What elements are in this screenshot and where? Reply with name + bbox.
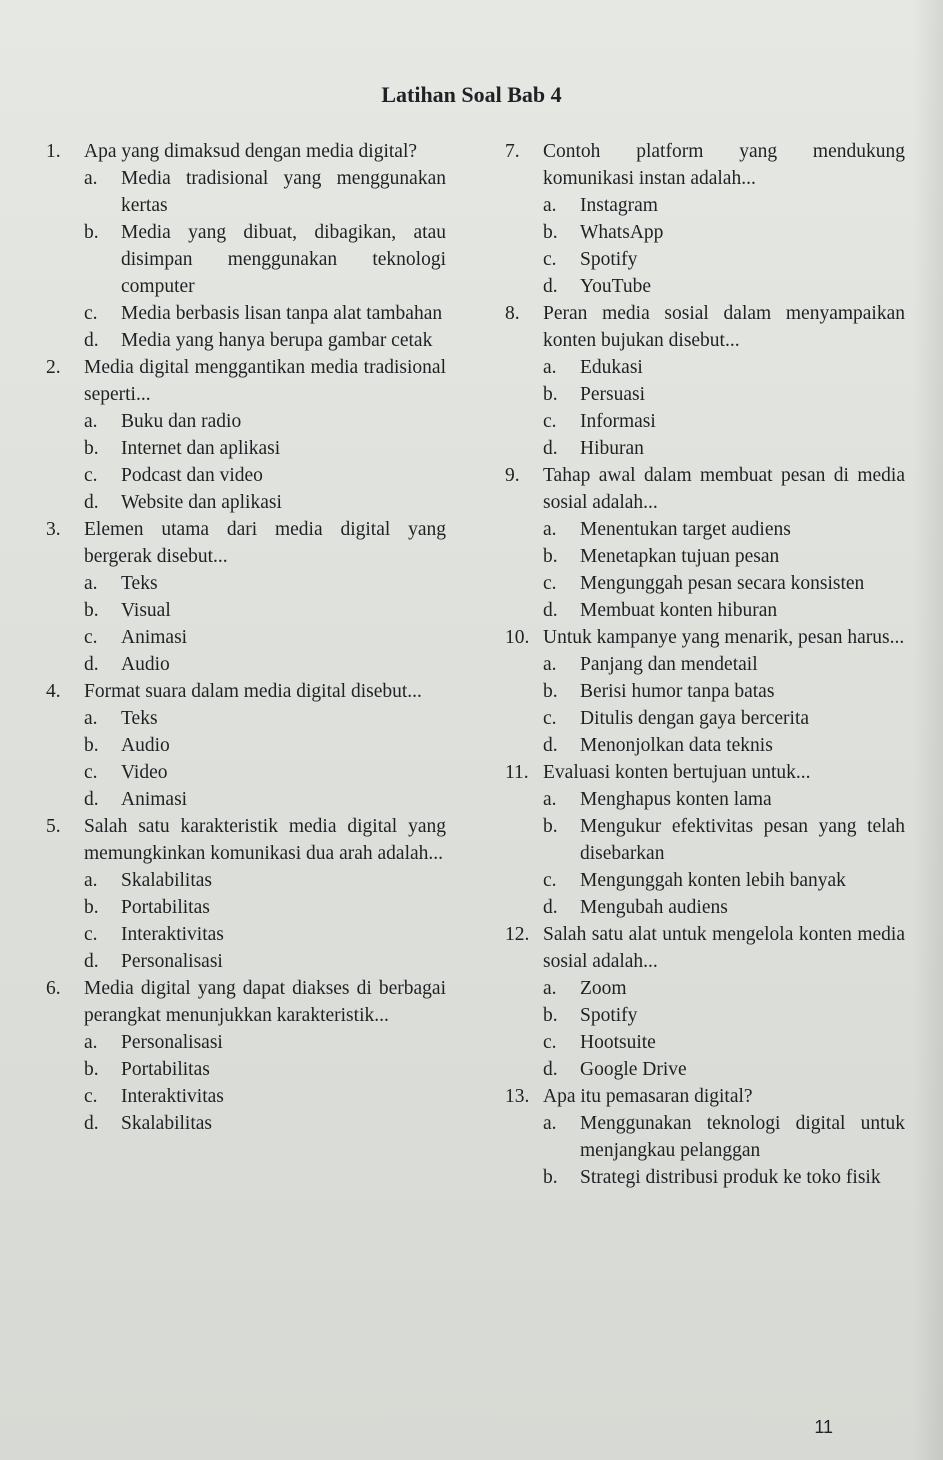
option-text: Skalabilitas: [121, 870, 212, 891]
option-text: Internet dan aplikasi: [121, 438, 281, 459]
question-number: 13.: [505, 1086, 530, 1107]
option-letter: d.: [543, 276, 558, 297]
option-letter: b.: [84, 1059, 99, 1080]
question-text: Media digital yang dapat diakses di berbagai perangkat menunjukkan karakteristik...: [84, 978, 446, 1026]
answer-option: [543, 705, 905, 732]
option-text: Portabilitas: [121, 1059, 210, 1080]
option-letter: c.: [543, 411, 557, 432]
option-letter: a.: [543, 654, 557, 675]
answer-option: [543, 516, 905, 543]
option-letter: a.: [543, 978, 557, 999]
option-letter: c.: [543, 870, 557, 891]
answer-options: [505, 651, 905, 759]
option-letter: d.: [84, 789, 99, 810]
answer-option: [543, 219, 905, 246]
answer-option: [84, 300, 446, 327]
option-text: Edukasi: [580, 357, 643, 378]
option-text: Instagram: [580, 195, 658, 216]
question-2: [46, 354, 446, 516]
question-text: Contoh platform yang mendukung komunikasi instan adalah...: [543, 141, 905, 189]
question-number: 10.: [505, 627, 530, 648]
page-edge-shadow: [913, 0, 943, 1460]
question-number: 7.: [505, 141, 520, 162]
question-11: [505, 759, 905, 921]
option-text: Media yang dibuat, dibagikan, atau disimpan menggunakan teknologi computer: [121, 222, 446, 297]
question-5: [46, 813, 446, 975]
question-stem: [505, 138, 905, 192]
answer-option: [84, 489, 446, 516]
option-letter: d.: [543, 438, 558, 459]
option-letter: a.: [84, 708, 98, 729]
answer-option: [84, 597, 446, 624]
option-text: Audio: [121, 735, 170, 756]
question-text: Apa yang dimaksud dengan media digital?: [84, 141, 418, 162]
answer-option: [543, 1029, 905, 1056]
answer-options: [505, 975, 905, 1083]
question-4: [46, 678, 446, 813]
option-text: Menonjolkan data teknis: [580, 735, 773, 756]
option-letter: d.: [84, 654, 99, 675]
question-12: [505, 921, 905, 1083]
option-text: Portabilitas: [121, 897, 210, 918]
question-number: 1.: [46, 141, 61, 162]
answer-option: [84, 921, 446, 948]
question-stem: [505, 624, 905, 651]
option-text: Menghapus konten lama: [580, 789, 772, 810]
answer-option: [84, 732, 446, 759]
option-letter: b.: [84, 735, 99, 756]
question-stem: [505, 462, 905, 516]
option-text: Zoom: [580, 978, 627, 999]
option-letter: b.: [84, 222, 99, 243]
option-letter: a.: [84, 168, 98, 189]
answer-option: [543, 813, 905, 867]
option-letter: a.: [543, 1113, 557, 1134]
answer-option: [84, 408, 446, 435]
question-number: 2.: [46, 357, 61, 378]
question-13: [505, 1083, 905, 1191]
question-number: 9.: [505, 465, 520, 486]
option-letter: b.: [543, 384, 558, 405]
answer-option: [543, 1056, 905, 1083]
question-number: 5.: [46, 816, 61, 837]
option-letter: a.: [543, 789, 557, 810]
option-letter: c.: [84, 1086, 98, 1107]
answer-option: [543, 894, 905, 921]
question-number: 6.: [46, 978, 61, 999]
answer-options: [46, 165, 446, 354]
question-text: Peran media sosial dalam menyampaikan konten bujukan disebut...: [543, 303, 905, 351]
option-letter: b.: [543, 816, 558, 837]
option-text: Media berbasis lisan tanpa alat tambahan: [121, 303, 443, 324]
option-letter: c.: [543, 708, 557, 729]
question-stem: [46, 516, 446, 570]
option-text: Video: [121, 762, 168, 783]
option-text: Menggunakan teknologi digital untuk menjangkau pelanggan: [580, 1113, 905, 1161]
question-stem: [505, 300, 905, 354]
answer-option: [543, 975, 905, 1002]
option-letter: a.: [84, 1032, 98, 1053]
question-number: 11.: [505, 762, 529, 783]
answer-option: [543, 543, 905, 570]
option-letter: b.: [543, 1005, 558, 1026]
option-letter: d.: [543, 735, 558, 756]
answer-option: [543, 1110, 905, 1164]
option-letter: d.: [84, 951, 99, 972]
answer-options: [46, 1029, 446, 1137]
answer-option: [543, 786, 905, 813]
option-text: Mengubah audiens: [580, 897, 728, 918]
option-letter: b.: [543, 222, 558, 243]
question-stem: [505, 1083, 905, 1110]
option-text: Ditulis dengan gaya bercerita: [580, 708, 810, 729]
option-text: Website dan aplikasi: [121, 492, 282, 513]
option-letter: c.: [84, 924, 98, 945]
question-stem: [46, 975, 446, 1029]
question-number: 4.: [46, 681, 61, 702]
option-letter: c.: [543, 573, 557, 594]
question-number: 3.: [46, 519, 61, 540]
answer-option: [543, 732, 905, 759]
question-text: Untuk kampanye yang menarik, pesan harus...: [543, 627, 905, 648]
option-text: Teks: [121, 573, 158, 594]
option-letter: d.: [84, 1113, 99, 1134]
option-letter: c.: [543, 1032, 557, 1053]
question-stem: [46, 813, 446, 867]
question-1: [46, 138, 446, 354]
left-column: [46, 138, 446, 1137]
option-text: Visual: [121, 600, 171, 621]
option-text: Berisi humor tanpa batas: [580, 681, 775, 702]
question-9: [505, 462, 905, 624]
answer-option: [84, 1110, 446, 1137]
answer-option: [84, 705, 446, 732]
option-text: Membuat konten hiburan: [580, 600, 778, 621]
question-8: [505, 300, 905, 462]
option-letter: b.: [543, 546, 558, 567]
option-text: Persuasi: [580, 384, 645, 405]
question-3: [46, 516, 446, 678]
option-text: Podcast dan video: [121, 465, 263, 486]
answer-option: [84, 759, 446, 786]
question-number: 8.: [505, 303, 520, 324]
option-letter: d.: [543, 600, 558, 621]
question-text: Tahap awal dalam membuat pesan di media sosial adalah...: [543, 465, 905, 513]
answer-options: [505, 192, 905, 300]
answer-option: [543, 597, 905, 624]
answer-options: [46, 408, 446, 516]
option-text: Spotify: [580, 249, 638, 270]
option-text: Interaktivitas: [121, 924, 224, 945]
answer-option: [84, 786, 446, 813]
answer-option: [543, 246, 905, 273]
option-letter: a.: [543, 357, 557, 378]
option-letter: c.: [543, 249, 557, 270]
answer-option: [84, 624, 446, 651]
option-text: Hootsuite: [580, 1032, 656, 1053]
option-text: Menetapkan tujuan pesan: [580, 546, 780, 567]
option-text: Audio: [121, 654, 170, 675]
answer-option: [543, 1164, 905, 1191]
option-text: Menentukan target audiens: [580, 519, 791, 540]
answer-option: [543, 678, 905, 705]
answer-option: [543, 408, 905, 435]
answer-option: [84, 462, 446, 489]
option-text: Media yang hanya berupa gambar cetak: [121, 330, 433, 351]
answer-option: [543, 273, 905, 300]
answer-option: [543, 867, 905, 894]
question-text: Elemen utama dari media digital yang bergerak disebut...: [84, 519, 446, 567]
option-text: Animasi: [121, 789, 188, 810]
answer-options: [505, 1110, 905, 1191]
right-column: [505, 138, 905, 1191]
option-text: Mengukur efektivitas pesan yang telah disebarkan: [580, 816, 905, 864]
answer-options: [505, 786, 905, 921]
question-text: Salah satu karakteristik media digital yang memungkinkan komunikasi dua arah adalah...: [84, 816, 446, 864]
answer-option: [84, 894, 446, 921]
answer-options: [505, 354, 905, 462]
option-text: Teks: [121, 708, 158, 729]
option-text: Mengunggah pesan secara konsisten: [580, 573, 865, 594]
question-stem: [505, 759, 905, 786]
answer-option: [543, 435, 905, 462]
option-text: WhatsApp: [580, 222, 664, 243]
answer-option: [84, 948, 446, 975]
option-text: Skalabilitas: [121, 1113, 212, 1134]
answer-option: [84, 867, 446, 894]
question-stem: [46, 354, 446, 408]
option-letter: b.: [543, 1167, 558, 1188]
answer-option: [543, 570, 905, 597]
option-letter: d.: [543, 897, 558, 918]
option-text: Personalisasi: [121, 1032, 223, 1053]
page-title: Latihan Soal Bab 4: [381, 82, 562, 107]
option-letter: b.: [543, 681, 558, 702]
answer-options: [46, 570, 446, 678]
option-letter: a.: [543, 519, 557, 540]
answer-option: [84, 1056, 446, 1083]
page-number: 11: [814, 1417, 833, 1437]
answer-option: [543, 192, 905, 219]
answer-option: [84, 651, 446, 678]
option-letter: b.: [84, 600, 99, 621]
option-letter: b.: [84, 438, 99, 459]
option-text: Informasi: [580, 411, 656, 432]
option-letter: a.: [84, 573, 98, 594]
question-6: [46, 975, 446, 1137]
option-letter: a.: [84, 411, 98, 432]
option-text: Media tradisional yang menggunakan kertas: [121, 168, 446, 216]
option-letter: a.: [84, 870, 98, 891]
question-7: [505, 138, 905, 300]
option-letter: c.: [84, 627, 98, 648]
answer-option: [84, 219, 446, 300]
question-stem: [505, 921, 905, 975]
answer-options: [46, 867, 446, 975]
option-text: Panjang dan mendetail: [580, 654, 758, 675]
question-text: Evaluasi konten bertujuan untuk...: [543, 762, 811, 783]
option-letter: c.: [84, 303, 98, 324]
option-text: Mengunggah konten lebih banyak: [580, 870, 846, 891]
question-stem: [46, 678, 446, 705]
option-letter: c.: [84, 465, 98, 486]
answer-option: [543, 354, 905, 381]
question-stem: [46, 138, 446, 165]
question-text: Apa itu pemasaran digital?: [543, 1086, 753, 1107]
option-letter: c.: [84, 762, 98, 783]
option-text: Interaktivitas: [121, 1086, 224, 1107]
answer-option: [84, 570, 446, 597]
answer-options: [505, 516, 905, 624]
answer-option: [84, 165, 446, 219]
option-letter: b.: [84, 897, 99, 918]
option-text: Strategi distribusi produk ke toko fisik: [580, 1167, 881, 1188]
answer-option: [84, 1029, 446, 1056]
option-letter: a.: [543, 195, 557, 216]
option-text: Spotify: [580, 1005, 638, 1026]
option-letter: d.: [84, 492, 99, 513]
question-10: [505, 624, 905, 759]
answer-option: [84, 1083, 446, 1110]
option-text: Animasi: [121, 627, 188, 648]
answer-options: [46, 705, 446, 813]
answer-option: [543, 651, 905, 678]
answer-option: [84, 327, 446, 354]
question-text: Salah satu alat untuk mengelola konten media sosial adalah...: [543, 924, 905, 972]
option-text: Hiburan: [580, 438, 644, 459]
answer-option: [543, 381, 905, 408]
answer-option: [84, 435, 446, 462]
option-letter: d.: [543, 1059, 558, 1080]
option-text: Buku dan radio: [121, 411, 242, 432]
option-text: Google Drive: [580, 1059, 687, 1080]
question-number: 12.: [505, 924, 530, 945]
question-text: Media digital menggantikan media tradisional seperti...: [84, 357, 446, 405]
question-text: Format suara dalam media digital disebut...: [84, 681, 422, 702]
option-text: YouTube: [580, 276, 652, 297]
option-letter: d.: [84, 330, 99, 351]
option-text: Personalisasi: [121, 951, 223, 972]
answer-option: [543, 1002, 905, 1029]
